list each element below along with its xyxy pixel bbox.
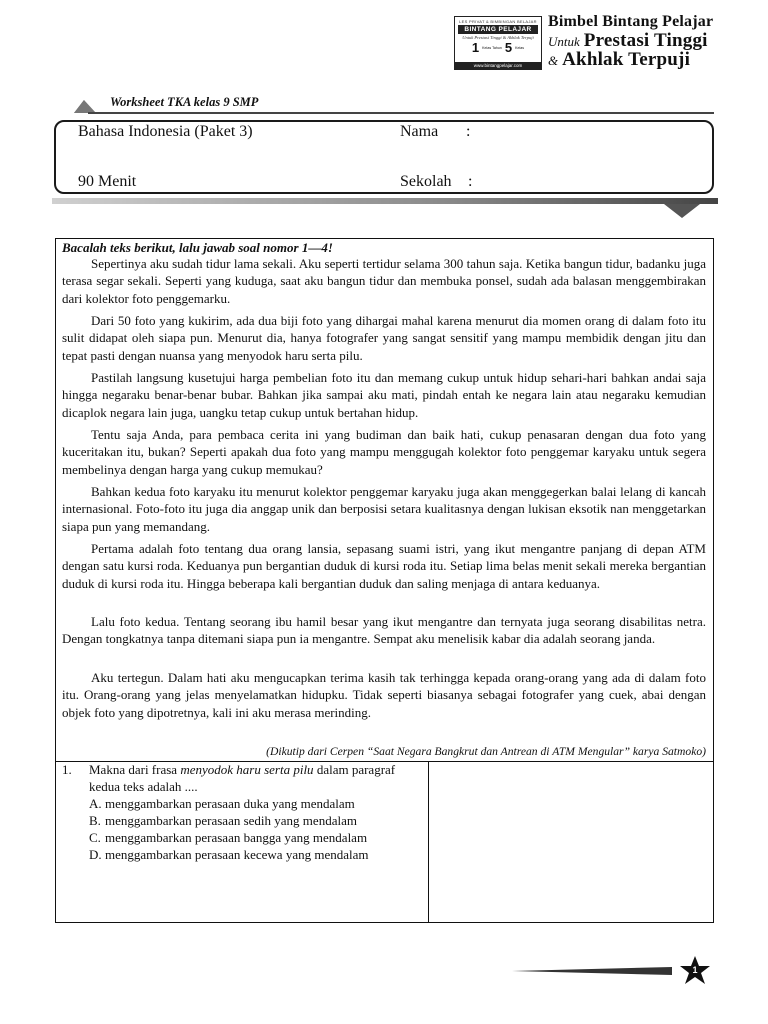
option-letter: B. bbox=[89, 813, 101, 828]
brand-name: Bimbel Bintang Pelajar bbox=[548, 13, 714, 30]
brand-slogan-line1 bbox=[548, 31, 758, 50]
question-text-phrase: menyodok haru serta pilu bbox=[180, 762, 314, 777]
option-c[interactable] bbox=[89, 829, 425, 846]
header-decorative-bar bbox=[52, 194, 718, 224]
option-b[interactable] bbox=[89, 812, 425, 829]
paragraph-6: Pertama adalah foto tentang dua orang lansia, sepasang suami istri, yang ikut mengantre panjang di depan ATM dengan satu kursi roda. Keduanya pun bergantian duduk di kursi roda itu. Setiap lima belas menit sekali mereka bergantian duduk di kursi roda itu. Hingga beberapa kali bergantian duduk dan saling menjaga di antara keduanya. bbox=[62, 541, 706, 591]
logo-big-right: 5 bbox=[504, 40, 513, 55]
option-a[interactable] bbox=[89, 795, 425, 812]
question-number: 1. bbox=[62, 762, 72, 777]
school-colon: : bbox=[468, 173, 473, 190]
question-text bbox=[89, 761, 425, 795]
duration-label: 90 Menit bbox=[78, 173, 137, 190]
brand-text bbox=[548, 14, 758, 69]
option-letter: A. bbox=[89, 796, 102, 811]
logo-small-left: Kelas Tahun bbox=[482, 45, 502, 50]
page-number: 1 bbox=[692, 965, 698, 975]
paragraph-1: Sepertinya aku sudah tidur lama sekali. Aku seperti tertidur selama 300 tahun saja. Ketika bangun tidur, badanku juga terasa segar sekali. Seperti yang kuduga, saat aku bangun tidur dan membuka ponsel, sudah ada balasan menggembirakan dari kolektor foto penggemarku. bbox=[62, 256, 706, 306]
name-label: Nama bbox=[400, 123, 439, 140]
answer-column-divider bbox=[428, 761, 429, 923]
logo-url: www.bintangpelajar.com bbox=[455, 62, 541, 69]
option-d[interactable] bbox=[89, 846, 425, 863]
question-text-start: Makna dari frasa bbox=[89, 762, 181, 777]
paragraph-7: Lalu foto kedua. Tentang seorang ibu hamil besar yang ikut mengantre dan ternyata juga seorang disabilitas netra. Dengan tongkatnya tanpa ditemani siapa pun ia mengantre. Sempat aku menelisik kabar dia adalah seorang janda. bbox=[62, 614, 706, 647]
subject-label: Bahasa Indonesia (Paket 3) bbox=[78, 123, 253, 140]
logo-name: BINTANG PELAJAR bbox=[458, 25, 538, 34]
option-text: menggambarkan perasaan duka yang mendalam bbox=[105, 796, 355, 811]
option-text: menggambarkan perasaan bangga yang mendalam bbox=[105, 830, 368, 845]
name-colon: : bbox=[466, 123, 471, 140]
worksheet-title: Worksheet TKA kelas 9 SMP bbox=[110, 95, 259, 109]
paragraph-3: Pastilah langsung kusetujui harga pembelian foto itu dan memang cukup untuk hidup sehari-hari bahkan andai saja hingga negaraku benar-benar bubar. Bahkan jika sampai aku mati, pindah entah ke negara lain atau negaraku kemudian dicaplok negara lain juga, uangku tetap cukup untuk bertahan hidup. bbox=[62, 370, 706, 420]
logo-big-left: 1 bbox=[471, 40, 480, 55]
source-citation: (Dikutip dari Cerpen “Saat Negara Bangkrut dan Antrean di ATM Mengular” karya Satmoko) bbox=[266, 745, 706, 758]
logo-tagline: Untuk Prestasi Tinggi & Akhlak Terpuji bbox=[462, 35, 534, 40]
brand-slogan-line2 bbox=[548, 50, 758, 69]
option-text: menggambarkan perasaan kecewa yang mendalam bbox=[105, 847, 369, 862]
question-options bbox=[89, 795, 425, 863]
paragraph-8: Aku tertegun. Dalam hati aku mengucapkan terima kasih tak terhingga kepada orang-orang yang ada di dalam foto itu. Orang-orang yang jelas menyelamatkan hidupku. Tidak seperti biasanya sebagai fotografer yang cuek, abai dengan objek foto yang dipotretnya, kali ini aku merasa merinding. bbox=[62, 670, 706, 720]
question-text-end: dalam paragraf kedua teks adalah .... bbox=[89, 762, 396, 794]
brand-slogan-ampersand: & bbox=[548, 53, 559, 68]
option-text: menggambarkan perasaan sedih yang mendalam bbox=[105, 813, 357, 828]
brand-slogan-akhlak: Akhlak Terpuji bbox=[562, 49, 691, 70]
logo-small-right: Kelas bbox=[515, 45, 525, 50]
brand-slogan-prestasi: Prestasi Tinggi bbox=[583, 30, 708, 51]
paragraph-5: Bahkan kedua foto karyaku itu menurut kolektor penggemar karyaku juga akan menggegerkan balai lelang di kancah internasional. Foto-foto itu juga dia anggap unik dan berposisi setara kualitasnya dengan lukisan eksotik nan menggetarkan siapa pun yang memandang. bbox=[62, 484, 706, 534]
option-letter: D. bbox=[89, 847, 102, 862]
school-label: Sekolah bbox=[400, 173, 452, 190]
reading-instruction: Bacalah teks berikut, lalu jawab soal nomor 1—4! bbox=[62, 240, 333, 255]
footer-star-decoration bbox=[512, 954, 712, 988]
logo-mid bbox=[455, 41, 541, 54]
paragraph-4: Tentu saja Anda, para pembaca cerita ini yang budiman dan baik hati, cukup penasaran dengan dua foto yang kuceritakan itu, bukan? Seperti apakah dua foto yang mampu menggugah kolektor foto penggemar karyaku untuk segera membelinya dengan harga yang cukup memukau? bbox=[62, 427, 706, 477]
brand-slogan-untuk: Untuk bbox=[548, 34, 580, 49]
option-letter: C. bbox=[89, 830, 101, 845]
logo-top-text: LES PRIVAT & BIMBINGAN BELAJAR bbox=[459, 19, 537, 24]
paragraph-2: Dari 50 foto yang kukirim, ada dua biji foto yang dihargai mahal karena menurut dia momen orang di dalam foto itu sulit didapat oleh siapa pun. Menurut dia, hanya fotografer yang sangat sensitif yang mampu membidik dengan jitu dan tepat pasti dengan nuansa yang menyodok haru serta pilu. bbox=[62, 313, 706, 363]
brand-logo bbox=[454, 16, 542, 70]
